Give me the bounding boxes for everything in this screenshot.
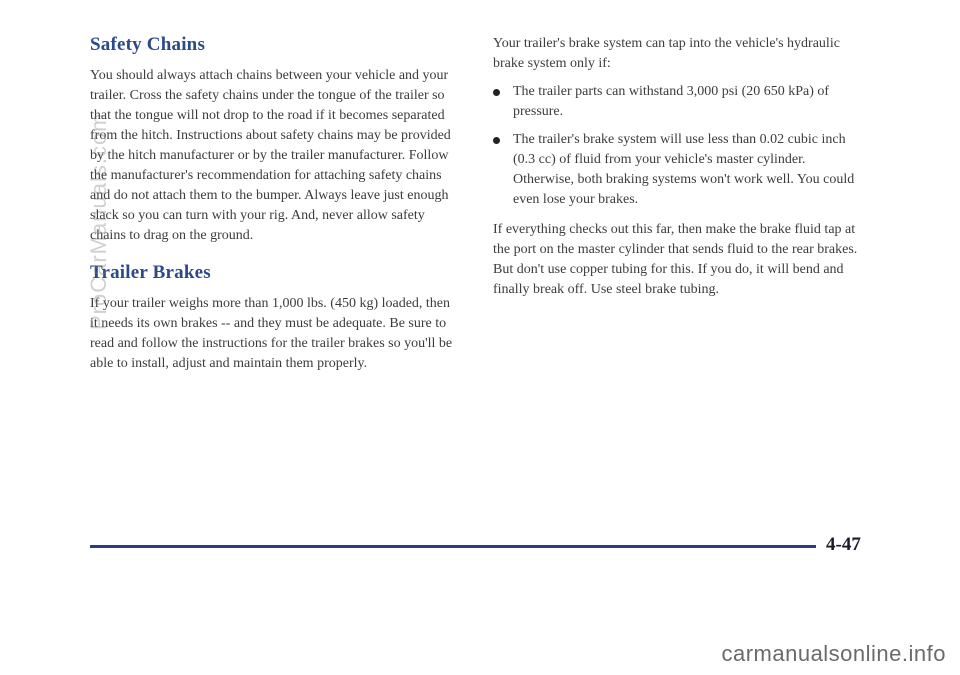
page-number: 4-47	[826, 534, 861, 555]
list-item	[493, 130, 865, 210]
brake-system-intro: Your trailer's brake system can tap into the vehicle's hydraulic brake system only if:	[493, 36, 840, 71]
right-column	[493, 34, 865, 300]
safety-chains-paragraph: You should always attach chains between your vehicle and your trailer. Cross the safety chains under the tongue of the trailer so that the tongue will not drop to the road if it becomes separated from the hitch. Instructions about safety chains may be provided by the hitch manufacturer or by the trailer manufacturer. Follow the manufacturer's recommendation for attaching safety chains and do not attach them to the bumper. Always leave just enough slack so you can turn with your rig. And, never allow safety chains to drag on the ground.	[90, 68, 451, 243]
trailer-brakes-heading: Trailer Brakes	[90, 262, 211, 283]
trailer-brakes-paragraph: If your trailer weighs more than 1,000 lbs. (450 kg) loaded, then it needs its own brakes -- and they must be adequate. Be sure to read and follow the instructions for the trailer brakes so you'll be able to install, adjust and maintain them properly.	[90, 296, 453, 371]
list-item	[493, 82, 865, 122]
list-item-text: The trailer parts can withstand 3,000 psi (20 650 kPa) of pressure.	[513, 84, 830, 119]
footer-rule	[90, 545, 816, 548]
safety-chains-heading: Safety Chains	[90, 34, 206, 55]
bullet-icon	[493, 89, 500, 96]
vertical-watermark: ProCarManuals.com	[86, 112, 111, 330]
brake-requirements-list	[493, 82, 865, 210]
bottom-watermark: carmanualsonline.info	[721, 641, 946, 666]
bullet-icon	[493, 137, 500, 144]
left-column	[90, 34, 458, 374]
brake-tap-paragraph: If everything checks out this far, then make the brake fluid tap at the port on the master cylinder that sends fluid to the rear brakes. But don't use copper tubing for this. If you do, it will bend and finally break off. Use steel brake tubing.	[493, 222, 858, 297]
list-item-text: The trailer's brake system will use less than 0.02 cubic inch (0.3 cc) of fluid from your vehicle's master cylinder. Otherwise, both braking systems won't work well. You could even lose your brakes.	[513, 132, 855, 207]
